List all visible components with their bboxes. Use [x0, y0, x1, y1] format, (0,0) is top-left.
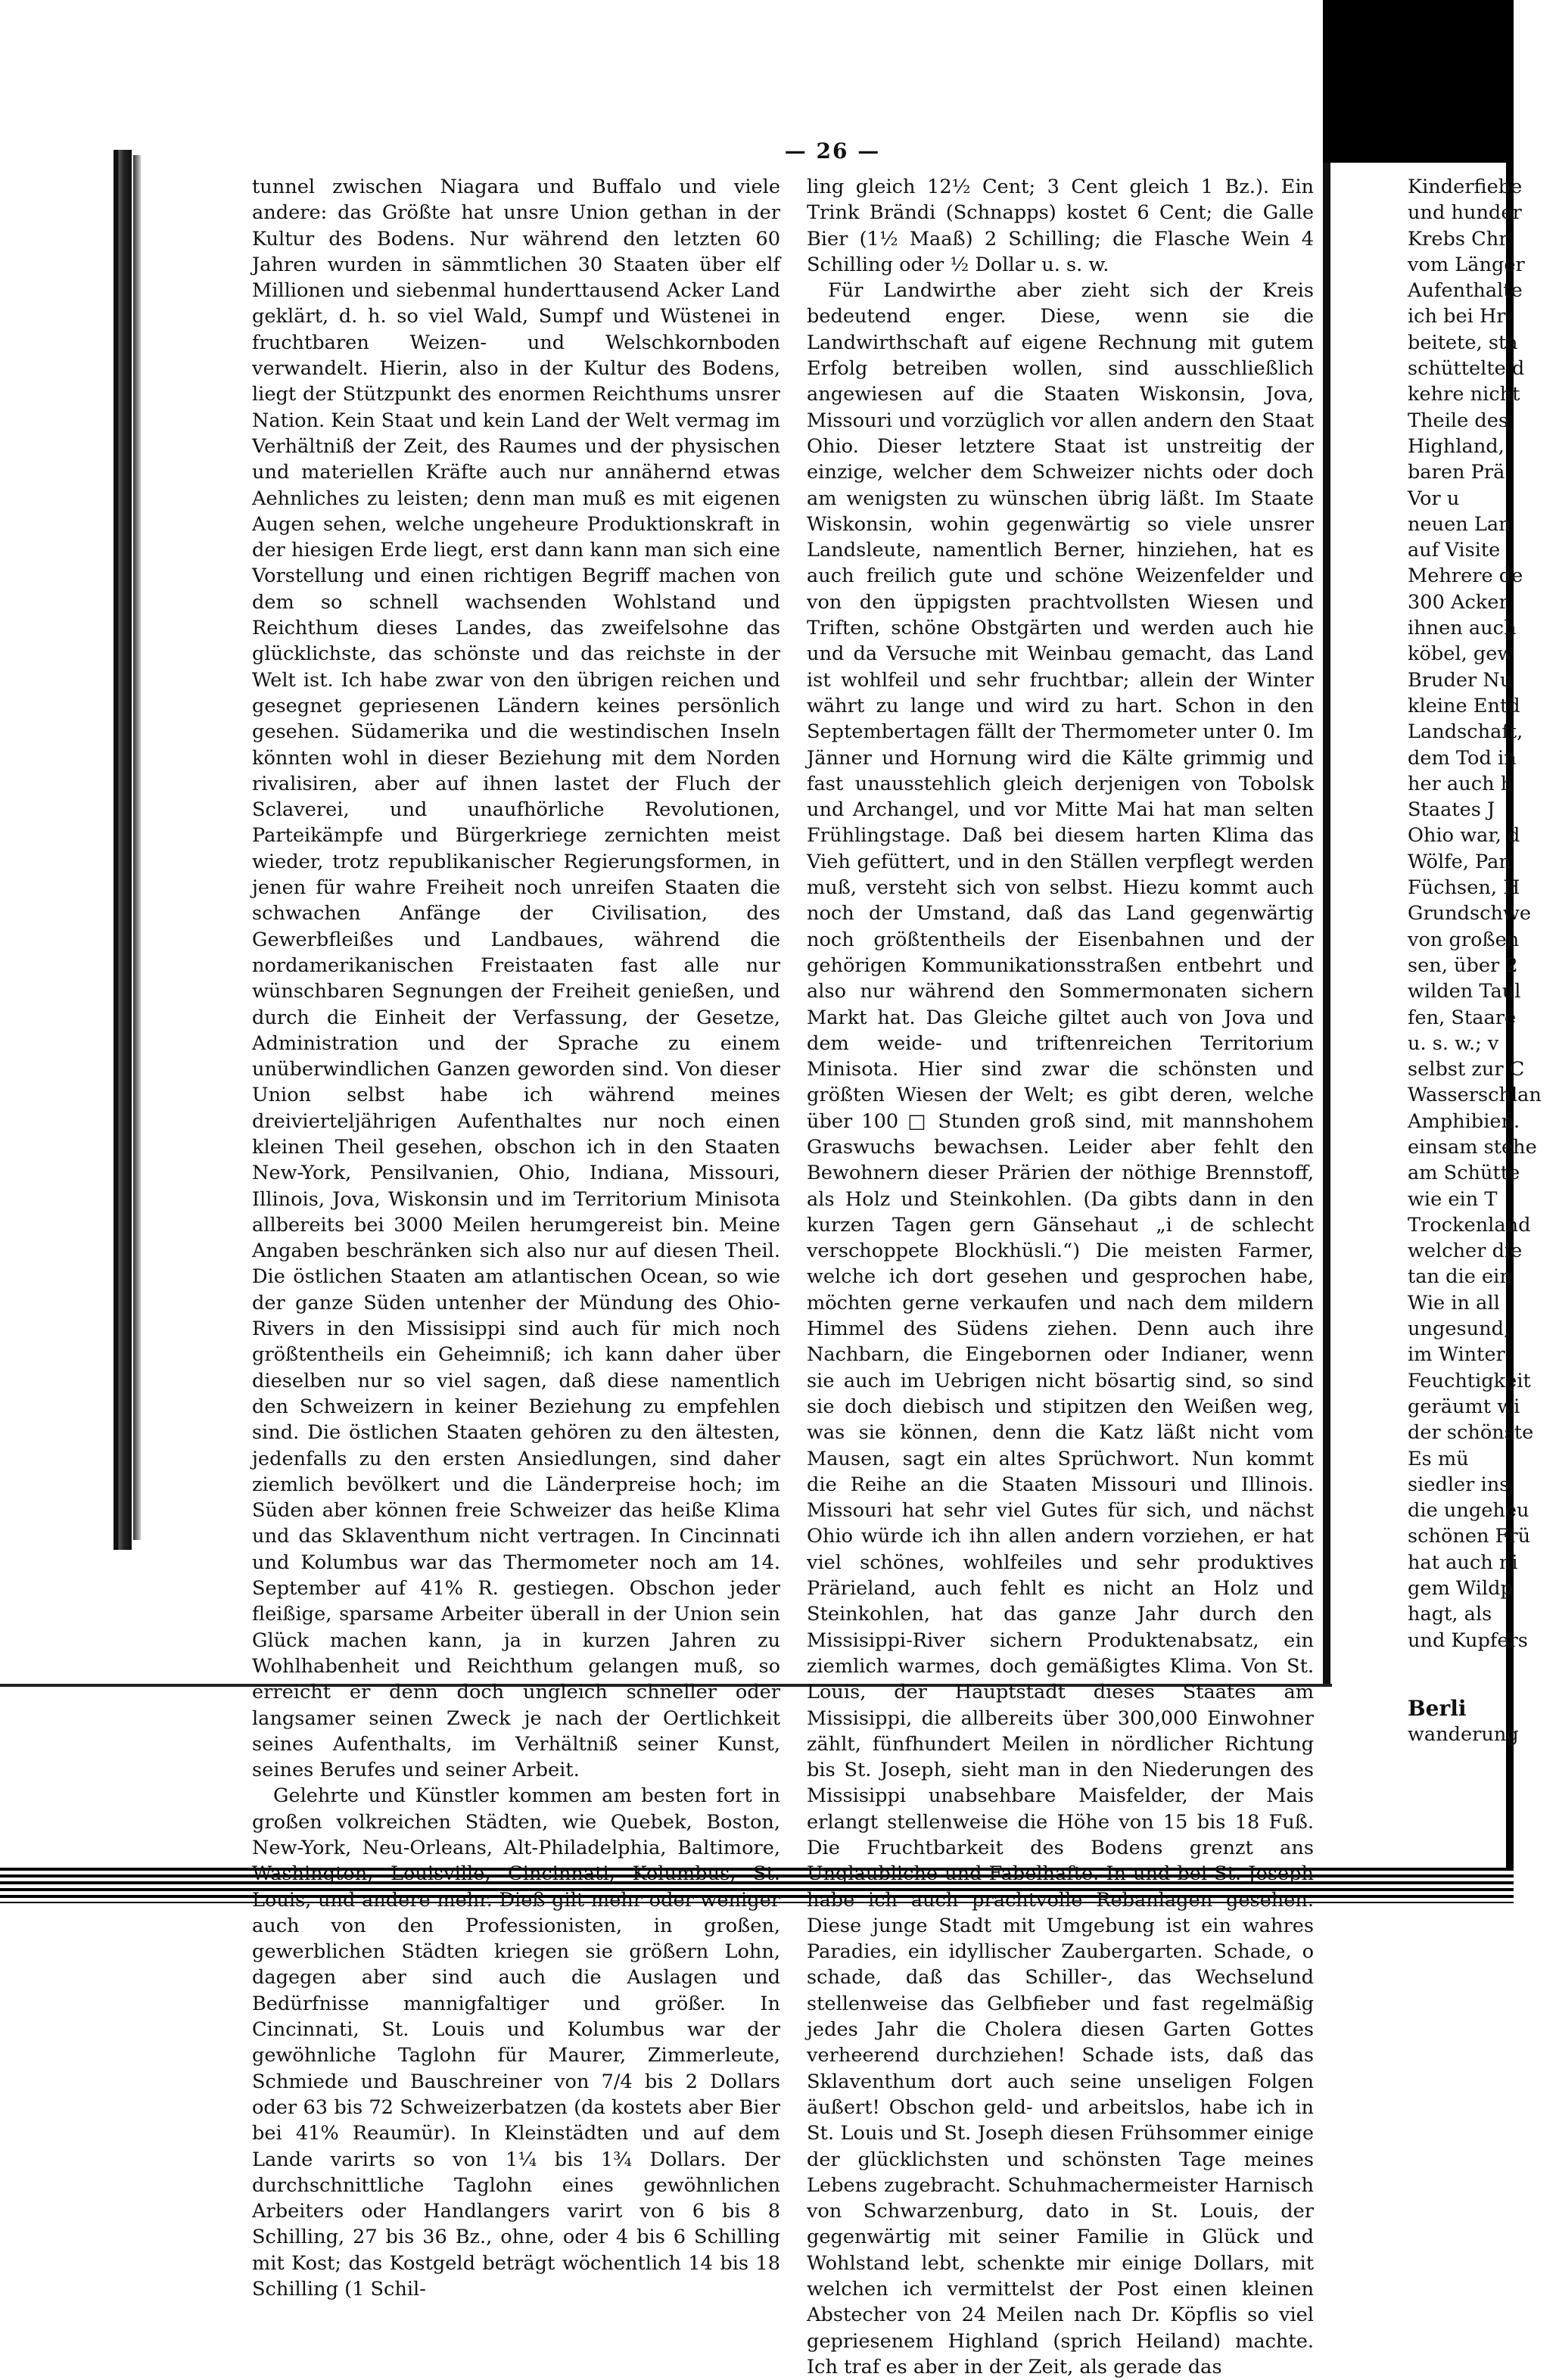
column-line: 300 Acker: [1408, 590, 1508, 614]
paragraph: ling gleich 12½ Cent; 3 Cent gleich 1 Bz.). Ein Trink Brändi (Schnapps) kostet 6 Cent; die Galle Bier (1½ Maaß) 2 Schilling; die Flasche Wein 4 Schilling oder ½ Dollar u. s. w.: [807, 176, 1314, 276]
column-line: Aufenthalte: [1408, 279, 1523, 303]
book-binding-shadow: [133, 155, 141, 1540]
text-column-middle: [807, 174, 1314, 2380]
column-line: Highland,: [1408, 434, 1505, 458]
column-line: der schönste: [1408, 1421, 1534, 1445]
column-line: Wölfe, Pan: [1408, 850, 1511, 873]
column-line: geräumt wi: [1408, 1395, 1520, 1418]
column-line: Wasserschlan: [1408, 1084, 1542, 1107]
page-number: — 26 —: [784, 138, 881, 163]
column-line: Amphibien.: [1408, 1109, 1520, 1133]
column-line: her auch h: [1408, 772, 1514, 795]
column-line: neuen Lan: [1408, 512, 1511, 536]
column-line: welcher die: [1408, 1240, 1523, 1263]
column-line: Krebs Chr: [1408, 227, 1508, 250]
column-line: gem Wildp: [1408, 1577, 1513, 1601]
column-line: ungesund,: [1408, 1318, 1511, 1341]
column-line: am Schütte: [1408, 1162, 1520, 1185]
column-line: von großen: [1408, 928, 1520, 951]
paragraph: Für Landwirthe aber zieht sich der Kreis bedeutend enger. Diese, wenn sie die Landwirthschaft auf eigene Rechnung mit gutem Erfolg betreiben wollen, sind ausschließlich angewiesen auf die Staaten Wiskonsin, Jova, Missouri und vorzüglich vor allen andern den Staat Ohio. Dieser letztere Staat ist unstreitig der einzige, welcher dem Schweizer nichts oder doch am wenigsten zu wünschen übrig läßt. Im Staate Wiskonsin, wohin gegenwärtig so viele unsrer Landsleute, namentlich Berner, hinziehen, hat es auch freilich gute und schöne Weizenfelder und von den üppigsten prachtvollsten Wiesen und Triften, schöne Obstgärten und werden auch hie und da Versuche mit Weinbau gemacht, das Land ist wohlfeil und sehr fruchtbar; allein der Winter währt zu lange und wird zu hart. Schon in den Septembertagen fällt der Thermometer unter 0. Im Jänner und Hornung wird die Kälte grimmig und fast unausstehlich gleich derjenigen von Tobolsk und Archangel, und vor Mitte Mai hat man selten Frühlingstage. Daß bei diesem harten Klima das Vieh gefüttert, und in den Ställen verpflegt werden muß, versteht sich von selbst. Hiezu kommt auch noch der Umstand, daß das Land gegenwärtig noch größtentheils der Eisenbahnen und der gehörigen Kommunikationsstraßen entbehrt und also nur während den Sommermonaten sichern Markt hat. Das Gleiche giltet auch von Jova und dem weide- und triftenreichen Territorium Minisota. Hier sind zwar die schönsten und größten Wiesen der Welt; es gibt deren, welche über 100 □ Stunden groß sind, mit mannshohem Graswuchs bewachsen. Leider aber fehlt den Bewohnern dieser Prärien der nöthige Brennstoff, als Holz und Steinkohlen. (Da gibts dann in den kurzen Tagen gern Gänsehaut „i de schlecht verschoppete Blockhüsli.“) Die meisten Farmer, welche ich dort gesehen und gesprochen habe, möchten gerne verkaufen und nach dem mildern Himmel des Südens ziehen. Denn auch ihre Nachbarn, die Eingebornen oder Indianer, wenn sie auch im Uebrigen nicht bösartig sind, so sind sie doch diebisch und stipitzen den Weißen weg, was sie können, denn die Katz läßt nicht vom Mausen, sagt ein altes Sprüchwort. Nun kommt die Reihe an die Staaten Missouri und Illinois. Missouri hat sehr viel Gutes für sich, und nächst Ohio würde ich ihn allen andern vorziehen, er hat viel schönes, wohlfeiles und sehr produktives Prärieland, auch fehlt es nicht an Holz und Steinkohlen, hat das ganze Jahr durch den Missisippi-River sichern Produktenabsatz, ein ziemlich warmes, doch gemäßigtes Klima. Von St. Louis, der Hauptstadt dieses Staates am Missisippi, die allbereits über 300,000 Einwohner zählt, fünfhundert Meilen in nördlicher Richtung bis St. Joseph, sieht man in den Niederungen des Missisippi unabsehbare Maisfelder, der Mais erlangt stellenweise die Höhe von 15 bis 18 Fuß. Die Fruchtbarkeit des Bodens grenzt ans Unglaubliche und Fabelhafte. In und bei St. Joseph habe ich auch prachtvolle Rebanlagen gesehen. Diese junge Stadt mit Umgebung ist ein wahres Paradies, ein idyllischer Zaubergarten. Schade, o schade, daß das Schiller-, das Wechselund stellenweise das Gelbfieber und fast regelmäßig jedes Jahr die Cholera diesen Garten Gottes verheerend durchziehen! Schade ists, daß das Sklaventhum dort auch seine unseligen Folgen äußert! Obschon geld- und arbeitslos, habe ich in St. Louis und St. Joseph diesen Frühsommer einige der glücklichsten und schönsten Tage meines Lebens zugebracht. Schuhmachermeister Harnisch von Schwarzenburg, dato in St. Louis, der gegenwärtig mit seiner Familie in Glück und Wohlstand lebt, schenkte mir einige Dollars, mit welchen ich vermittelst der Post einen kleinen Abstecher von 24 Meilen nach Dr. Köpflis so viel gepriesenem Highland (sprich Heiland) machte. Ich traf es aber in der Zeit, als gerade das: [807, 279, 1314, 2378]
column-gap: [1408, 1654, 1559, 1696]
column-line: im Winter: [1408, 1343, 1505, 1367]
column-line: Kinderfiebe: [1408, 176, 1523, 198]
column-line: und hunder: [1408, 201, 1522, 225]
column-line: Wie in all: [1408, 1291, 1500, 1314]
column-line: baren Prä: [1408, 461, 1505, 484]
column-line: wie ein T: [1408, 1187, 1498, 1211]
section-heading: Berli: [1408, 1695, 1467, 1721]
left-margin: [0, 0, 114, 1903]
column-line: Grundschwe: [1408, 902, 1532, 926]
column-line: Es mü: [1408, 1447, 1469, 1470]
column-line: selbst zur C: [1408, 1058, 1525, 1081]
text-column-left: [252, 174, 780, 2302]
column-line: und Kupfers: [1408, 1629, 1528, 1652]
column-line: kleine Entd: [1408, 694, 1520, 717]
column-line: ich bei Hr: [1408, 305, 1506, 328]
text-column-right-cropped: [1408, 174, 1559, 1748]
column-line: tan die ein: [1408, 1265, 1512, 1289]
column-line: kehre nicht: [1408, 383, 1520, 406]
column-line: Theile des: [1408, 409, 1509, 432]
column-line: schönen Frü: [1408, 1525, 1531, 1548]
column-line: die ungeheu: [1408, 1499, 1529, 1523]
column-line: ihnen auch: [1408, 617, 1517, 640]
column-line: wilden Taul: [1408, 980, 1521, 1003]
column-line: dem Tod in: [1408, 746, 1517, 770]
book-binding-edge: [114, 150, 132, 1550]
column-line: hagt, als: [1408, 1603, 1492, 1626]
page-fold-line: [1323, 163, 1330, 1684]
column-line: beitete, sta: [1408, 331, 1518, 354]
column-line: schüttelte d: [1408, 357, 1525, 381]
column-line: u. s. w.; v: [1408, 1031, 1499, 1055]
column-line: köbel, gew: [1408, 642, 1514, 666]
column-line: Füchsen, H: [1408, 876, 1520, 900]
column-line: vom Länger: [1408, 253, 1525, 276]
column-line: sen, über 2: [1408, 954, 1518, 977]
scan-dark-corner: [1323, 0, 1514, 163]
column-line: Mehrere de: [1408, 565, 1523, 588]
column-line: Landschaft,: [1408, 720, 1523, 744]
column-line: siedler ins: [1408, 1473, 1510, 1496]
column-line: Feuchtigkeit: [1408, 1369, 1531, 1392]
column-line: Trockenland: [1408, 1213, 1531, 1237]
paragraph: Gelehrte und Künstler kommen am besten fort in großen volkreichen Städten, wie Quebek, Boston, New-York, Neu-Orleans, Alt-Philadelphia, Baltimore, Washington, Louisville, Cincinnati, Kolumbus, St. Louis, und andere mehr. Dieß gilt mehr oder weniger auch von den Professionisten, in großen, gewerblichen Städten kriegen sie größern Lohn, dagegen aber sind auch die Auslagen und Bedürfnisse mannigfaltiger und größer. In Cincinnati, St. Louis und Kolumbus war der gewöhnliche Taglohn für Maurer, Zimmerleute, Schmiede und Bauschreiner von 7/4 bis 2 Dollars oder 63 bis 72 Schweizerbatzen (da kostets aber Bier bei 41% Reaumür). In Kleinstädten und auf dem Lande varirts so von 1¼ bis 1¾ Dollars. Der durchschnittliche Taglohn eines gewöhnlichen Arbeiters oder Handlangers varirt von 6 bis 8 Schilling, 27 bis 36 Bz., ohne, oder 4 bis 6 Schilling mit Kost; das Kostgeld beträgt wöchentlich 14 bis 18 Schilling (1 Schil-: [252, 1784, 780, 2301]
column-line: Bruder Nu: [1408, 668, 1513, 692]
column-line: Ohio war, d: [1408, 824, 1520, 848]
column-line: hat auch ni: [1408, 1551, 1518, 1574]
column-line: fen, Staare: [1408, 1006, 1517, 1029]
column-line: auf Visite: [1408, 539, 1501, 562]
column-line: Vor u: [1408, 487, 1460, 510]
column-line: Staates J: [1408, 798, 1495, 822]
section-subline: wanderung: [1408, 1723, 1519, 1747]
column-line: einsam stehe: [1408, 1135, 1537, 1159]
paragraph: tunnel zwischen Niagara und Buffalo und viele andere: das Größte hat unsre Union gethan in der Kultur des Bodens. Nur während den letzten 60 Jahren wurden in sämmtlichen 30 Staaten über elf Millionen und siebenmal hunderttausend Acker Land geklärt, d. h. so viel Wald, Sumpf und Wüstenei in fruchtbaren Weizen- und Welschkornboden verwandelt. Hierin, also in der Kultur des Bodens, liegt der Stützpunkt des enormen Reichthums unsrer Nation. Kein Staat und kein Land der Welt vermag im Verhältniß der Zeit, des Raumes und der physischen und materiellen Kräfte auch nur annähernd etwas Aehnliches zu leisten; denn man muß es mit eigenen Augen sehen, welche ungeheure Produktionskraft in der hiesigen Erde liegt, erst dann kann man sich eine Vorstellung und einen richtigen Begriff machen von dem so schnell wachsenden Wohlstand und Reichthum dieses Landes, das zweifelsohne das glücklichste, das schönste und das reichste in der Welt ist. Ich habe zwar von den übrigen reichen und gesegnet gepriesenen Ländern keines persönlich gesehen. Südamerika und die westindischen Inseln könnten wohl in dieser Beziehung mit dem Norden rivalisiren, aber auf ihnen lastet der Fluch der Sclaverei, und unaufhörliche Revolutionen, Parteikämpfe und Bürgerkriege zernichten meist wieder, trotz republikanischer Regierungsformen, in jenen für wahre Freiheit noch unreifen Staaten die schwachen Anfänge der Civilisation, des Gewerbfleißes und Landbaues, während die nordamerikanischen Freistaaten fast alle nur wünschbaren Segnungen der Freiheit genießen, und durch die Einheit der Verfassung, der Gesetze, Administration und der Sprache zu einem unüberwindlichen Ganzen geworden sind. Von dieser Union selbst habe ich während meines dreivierteljährigen Aufenthaltes nur noch einen kleinen Theil gesehen, obschon ich in den Staaten New-York, Pensilvanien, Ohio, Indiana, Missouri, Illinois, Jova, Wiskonsin und im Territorium Minisota allbereits bei 3000 Meilen herumgereist bin. Meine Angaben beschränken sich also nur auf diesen Theil. Die östlichen Staaten am atlantischen Ocean, so wie der ganze Süden untenher der Mündung des Ohio-Rivers in den Missisippi sind auch für mich noch größtentheils ein Geheimniß; ich kann daher über dieselben nur so viel sagen, daß diese namentlich den Schweizern in keiner Beziehung zu empfehlen sind. Die östlichen Staaten gehören zu den ältesten, jedenfalls zu den ersten Ansiedlungen, sind daher ziemlich bevölkert und die Länderpreise hoch; im Süden aber können freie Schweizer das heiße Klima und das Sklaventhum nicht vertragen. In Cincinnati und Kolumbus war das Thermometer noch am 14. September auf 41% R. gestiegen. Obschon jeder fleißige, sparsame Arbeiter überall in der Union sein Glück machen kann, ja in kurzen Jahren zu Wohlhabenheit und Reichthum gelangen muß, so erreicht er denn doch ungleich schneller oder langsamer seinen Zweck je nach der Oertlichkeit seines Aufenthalts, im Verhältniß seiner Kunst, seines Berufes und seiner Arbeit.: [252, 176, 780, 1782]
